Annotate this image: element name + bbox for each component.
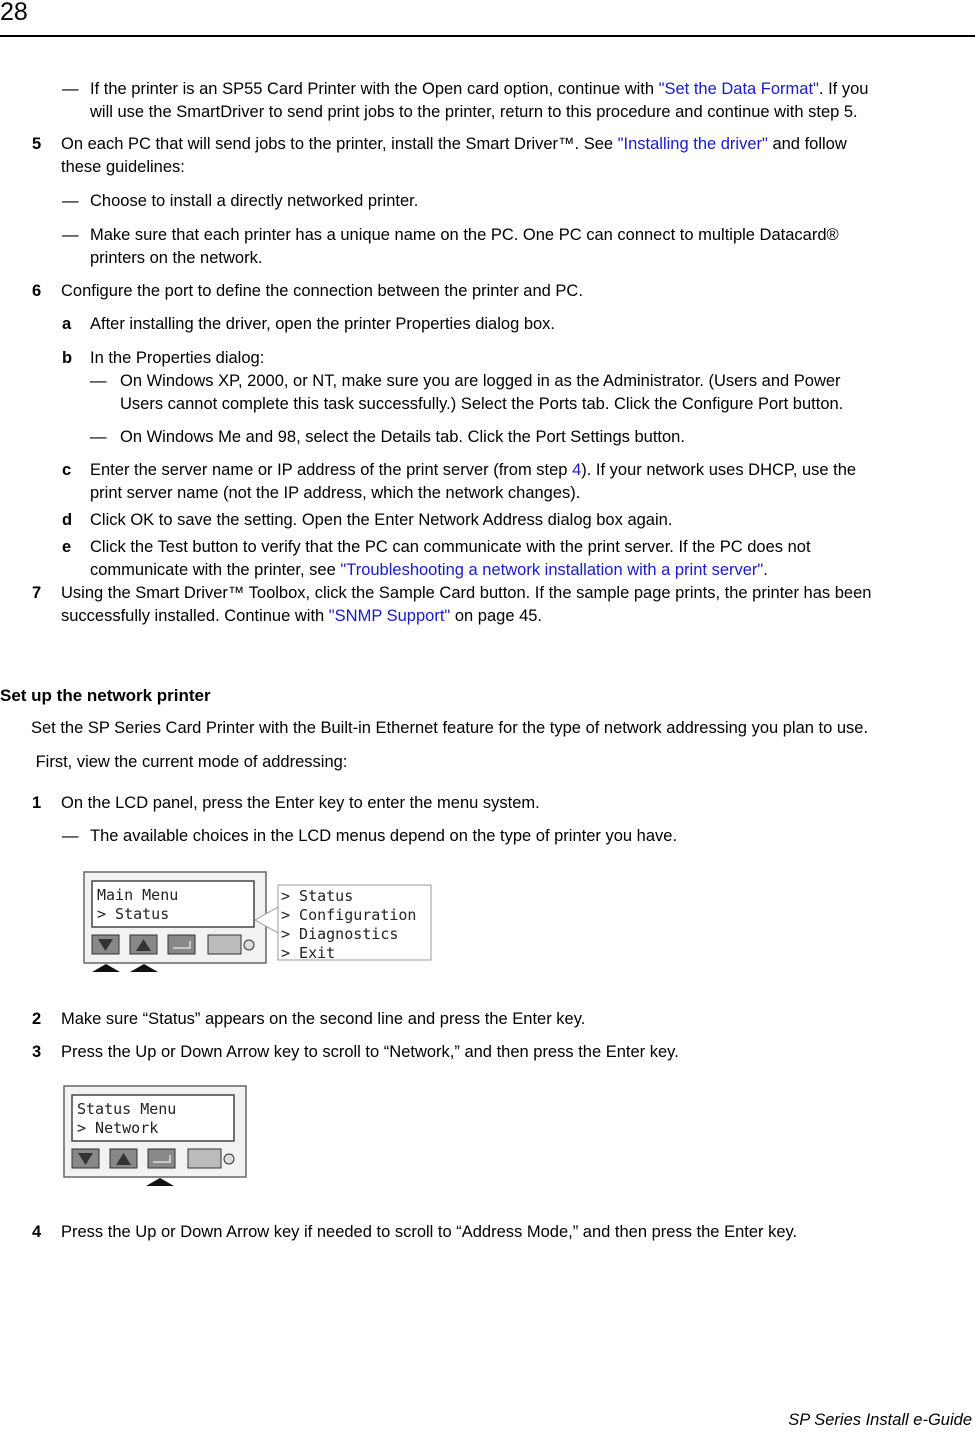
enter-key bbox=[148, 1149, 175, 1168]
step-number: 6 bbox=[32, 282, 42, 300]
list-item-cont: printers on the network. bbox=[90, 249, 263, 267]
down-arrow-key bbox=[92, 935, 119, 954]
step-4: Press the Up or Down Arrow key if needed to scroll to “Address Mode,” and then press the Enter key. bbox=[61, 1223, 798, 1241]
substep-label: a bbox=[62, 315, 72, 333]
step-2: Make sure “Status” appears on the second line and press the Enter key. bbox=[61, 1010, 586, 1028]
section-intro: Set the SP Series Card Printer with the Built-in Ethernet feature for the type of network addressing you plan to use. bbox=[31, 719, 869, 737]
dash-marker: — bbox=[62, 80, 79, 98]
text: Enter the server name or IP address of the print server (from step bbox=[90, 461, 573, 479]
led-indicator bbox=[188, 1149, 221, 1168]
menu-item: > Exit bbox=[281, 944, 336, 962]
section-heading: Set up the network printer bbox=[0, 686, 211, 705]
dash-marker: — bbox=[90, 428, 107, 446]
text: On each PC that will send jobs to the printer, install the Smart Driver™. See bbox=[61, 135, 618, 153]
link-step-4[interactable]: 4 bbox=[572, 461, 582, 479]
link-snmp-support[interactable]: "SNMP Support" bbox=[328, 607, 451, 625]
step-1: On the LCD panel, press the Enter key to enter the menu system. bbox=[61, 794, 540, 812]
dash-marker: — bbox=[62, 226, 79, 244]
list-item: Make sure that each printer has a unique name on the PC. One PC can connect to multiple Datacard® bbox=[90, 226, 839, 244]
step-number: 1 bbox=[32, 794, 42, 812]
step-6: Configure the port to define the connection between the printer and PC. bbox=[61, 282, 583, 300]
list-item: On Windows Me and 98, select the Details tab. Click the Port Settings button. bbox=[120, 428, 685, 446]
step-number: 4 bbox=[32, 1223, 42, 1241]
page-number: 28 bbox=[0, 0, 28, 26]
text: on page 45. bbox=[450, 607, 543, 625]
list-item-cont: will use the SmartDriver to send print jobs to the printer, return to this procedure and continue with step 5. bbox=[90, 103, 858, 121]
step-number: 7 bbox=[32, 584, 42, 602]
menu-item: > Diagnostics bbox=[281, 925, 399, 943]
menu-item: > Configuration bbox=[281, 906, 417, 924]
link-installing-driver[interactable]: "Installing the driver" bbox=[617, 135, 768, 153]
list-item-cont: Users cannot complete this task successfully.) Select the Ports tab. Click the Configure Port button. bbox=[120, 395, 844, 413]
lcd-line-1: Main Menu bbox=[97, 886, 179, 904]
step-5 bbox=[61, 133, 847, 156]
substep-label: e bbox=[62, 538, 72, 556]
text: . If you bbox=[818, 80, 869, 98]
substep-label: d bbox=[62, 511, 73, 529]
dash-marker: — bbox=[90, 372, 107, 390]
power-light bbox=[224, 1154, 234, 1164]
footer-title: SP Series Install e-Guide bbox=[788, 1411, 972, 1429]
up-arrow-key bbox=[110, 1149, 137, 1168]
section-intro-cont: First, view the current mode of addressing: bbox=[31, 753, 348, 771]
substep-e: Click the Test button to verify that the PC can communicate with the print server. If the PC does not bbox=[90, 538, 811, 556]
pointer-icon bbox=[146, 1178, 174, 1186]
step-number: 5 bbox=[32, 135, 42, 153]
substep-label: b bbox=[62, 349, 73, 367]
step-7-cont bbox=[61, 605, 542, 628]
up-arrow-key bbox=[130, 935, 157, 954]
substep-d: Click OK to save the setting. Open the Enter Network Address dialog box again. bbox=[90, 511, 673, 529]
text: and follow bbox=[767, 135, 847, 153]
text: ). If your network uses DHCP, use the bbox=[581, 461, 857, 479]
substep-c bbox=[90, 459, 856, 482]
dash-marker: — bbox=[62, 827, 79, 845]
list-item: On Windows XP, 2000, or NT, make sure you are logged in as the Administrator. (Users and Power bbox=[120, 372, 841, 390]
step-7: Using the Smart Driver™ Toolbox, click the Sample Card button. If the sample page prints, the printer has been bbox=[61, 584, 872, 602]
list-item: The available choices in the LCD menus depend on the type of printer you have. bbox=[90, 827, 678, 845]
substep-label: c bbox=[62, 461, 72, 479]
header-rule bbox=[0, 35, 975, 37]
dash-marker: — bbox=[62, 192, 79, 210]
lcd-main-menu-figure bbox=[80, 868, 436, 974]
text: communicate with the printer, see bbox=[90, 561, 341, 579]
lcd-line-1: Status Menu bbox=[77, 1100, 177, 1118]
lcd-line-2: > Network bbox=[77, 1119, 159, 1137]
pointer-icon bbox=[130, 964, 158, 972]
link-set-data-format[interactable]: "Set the Data Format" bbox=[658, 80, 819, 98]
lcd-status-menu-figure bbox=[60, 1082, 250, 1188]
link-troubleshooting[interactable]: "Troubleshooting a network installation with a print server" bbox=[340, 561, 764, 579]
text: . bbox=[763, 561, 768, 579]
substep-a: After installing the driver, open the printer Properties dialog box. bbox=[90, 315, 556, 333]
enter-key bbox=[168, 935, 195, 954]
step-number: 2 bbox=[32, 1010, 42, 1028]
step-3: Press the Up or Down Arrow key to scroll to “Network,” and then press the Enter key. bbox=[61, 1043, 679, 1061]
led-indicator bbox=[208, 935, 241, 954]
list-item: Choose to install a directly networked printer. bbox=[90, 192, 419, 210]
power-light bbox=[244, 940, 254, 950]
text: successfully installed. Continue with bbox=[61, 607, 329, 625]
down-arrow-key bbox=[72, 1149, 99, 1168]
menu-item: > Status bbox=[281, 887, 354, 905]
list-item bbox=[90, 78, 868, 101]
substep-c-cont: print server name (not the IP address, which the network changes). bbox=[90, 484, 581, 502]
lcd-line-2: > Status bbox=[97, 905, 170, 923]
pointer-icon bbox=[92, 964, 120, 972]
text: If the printer is an SP55 Card Printer with the Open card option, continue with bbox=[90, 80, 659, 98]
step-number: 3 bbox=[32, 1043, 42, 1061]
substep-b: In the Properties dialog: bbox=[90, 349, 265, 367]
step-5-cont: these guidelines: bbox=[61, 158, 185, 176]
substep-e-cont bbox=[90, 559, 768, 582]
